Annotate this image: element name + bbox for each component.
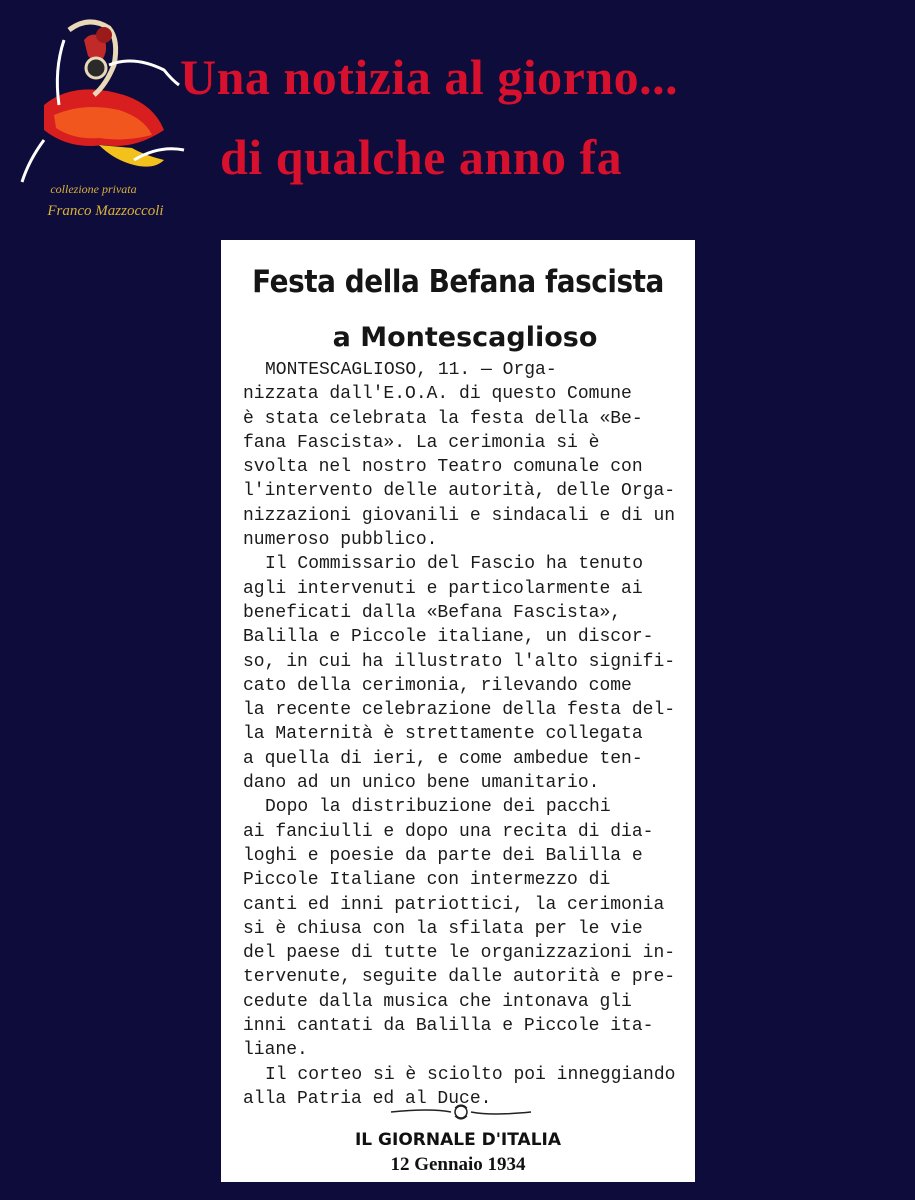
article-line: fana Fascista». La cerimonia si è bbox=[243, 432, 600, 453]
article-line: la Maternità è strettamente collegata bbox=[243, 724, 643, 745]
article-line: inni cantati da Balilla e Piccole ita- bbox=[243, 1016, 654, 1037]
article-line: dano ad un unico bene umanitario. bbox=[243, 773, 600, 794]
newspaper-source: IL GIORNALE D'ITALIA bbox=[354, 1130, 562, 1150]
article-line: Balilla e Piccole italiane, un discor- bbox=[243, 627, 654, 648]
newspaper-clipping bbox=[221, 240, 695, 1182]
article-line: ai fanciulli e dopo una recita di dia- bbox=[243, 821, 654, 842]
article-line: svolta nel nostro Teatro comunale con bbox=[243, 457, 643, 478]
publication-date: 12 Gennaio 1934 bbox=[390, 1154, 526, 1175]
article-subheadline: a Montescaglioso bbox=[332, 322, 598, 353]
article-headline: Festa della Befana fascista bbox=[252, 264, 664, 300]
article-line: è stata celebrata la festa della «Be- bbox=[243, 408, 643, 429]
logo-caption-collection: collezione privata bbox=[50, 182, 137, 196]
banner-title-line2: di qualche anno fa bbox=[220, 129, 623, 185]
article-line: a quella di ieri, e come ambedue ten- bbox=[243, 748, 643, 769]
article-line: beneficati dalla «Befana Fascista», bbox=[243, 602, 622, 623]
logo-caption-owner: Franco Mazzoccoli bbox=[47, 203, 164, 219]
article-line: l'intervento delle autorità, delle Orga- bbox=[243, 481, 676, 502]
article-line: cato della cerimonia, rilevando come bbox=[243, 675, 632, 696]
banner-title-line1: Una notizia al giorno... bbox=[180, 49, 679, 105]
article-line: nizzata dall'E.O.A. di questo Comune bbox=[243, 384, 632, 405]
article-line: Il corteo si è sciolto poi inneggiando bbox=[265, 1064, 676, 1085]
article-line: MONTESCAGLIOSO, 11. — Orga- bbox=[265, 360, 557, 380]
article-line: numeroso pubblico. bbox=[243, 530, 438, 551]
article-line: la recente celebrazione della festa del- bbox=[243, 700, 676, 721]
flower-ornament-icon bbox=[371, 1100, 551, 1124]
article-line: liane. bbox=[243, 1040, 308, 1061]
collection-logo bbox=[14, 10, 189, 225]
dancer-figure-icon bbox=[14, 10, 189, 185]
article-line: cedute dalla musica che intonava gli bbox=[243, 991, 632, 1012]
article-line: Dopo la distribuzione dei pacchi bbox=[265, 797, 611, 818]
article-line: Piccole Italiane con intermezzo di bbox=[243, 870, 611, 891]
article-line: alla Patria ed al Duce. bbox=[243, 1088, 492, 1109]
article-line: del paese di tutte le organizzazioni in- bbox=[243, 943, 676, 964]
article-body bbox=[243, 358, 681, 1111]
article-line: so, in cui ha illustrato l'alto signifi- bbox=[243, 651, 676, 672]
article-line: tervenute, seguite dalle autorità e pre- bbox=[243, 967, 676, 988]
article-line: nizzazioni giovanili e sindacali e di un bbox=[243, 505, 676, 526]
article-line: Il Commissario del Fascio ha tenuto bbox=[265, 554, 644, 575]
article-line: canti ed inni patriottici, la cerimonia bbox=[243, 894, 665, 915]
article-line: agli intervenuti e particolarmente ai bbox=[243, 578, 643, 599]
article-line: si è chiusa con la sfilata per le vie bbox=[243, 918, 643, 939]
article-line: loghi e poesie da parte dei Balilla e bbox=[243, 845, 643, 866]
